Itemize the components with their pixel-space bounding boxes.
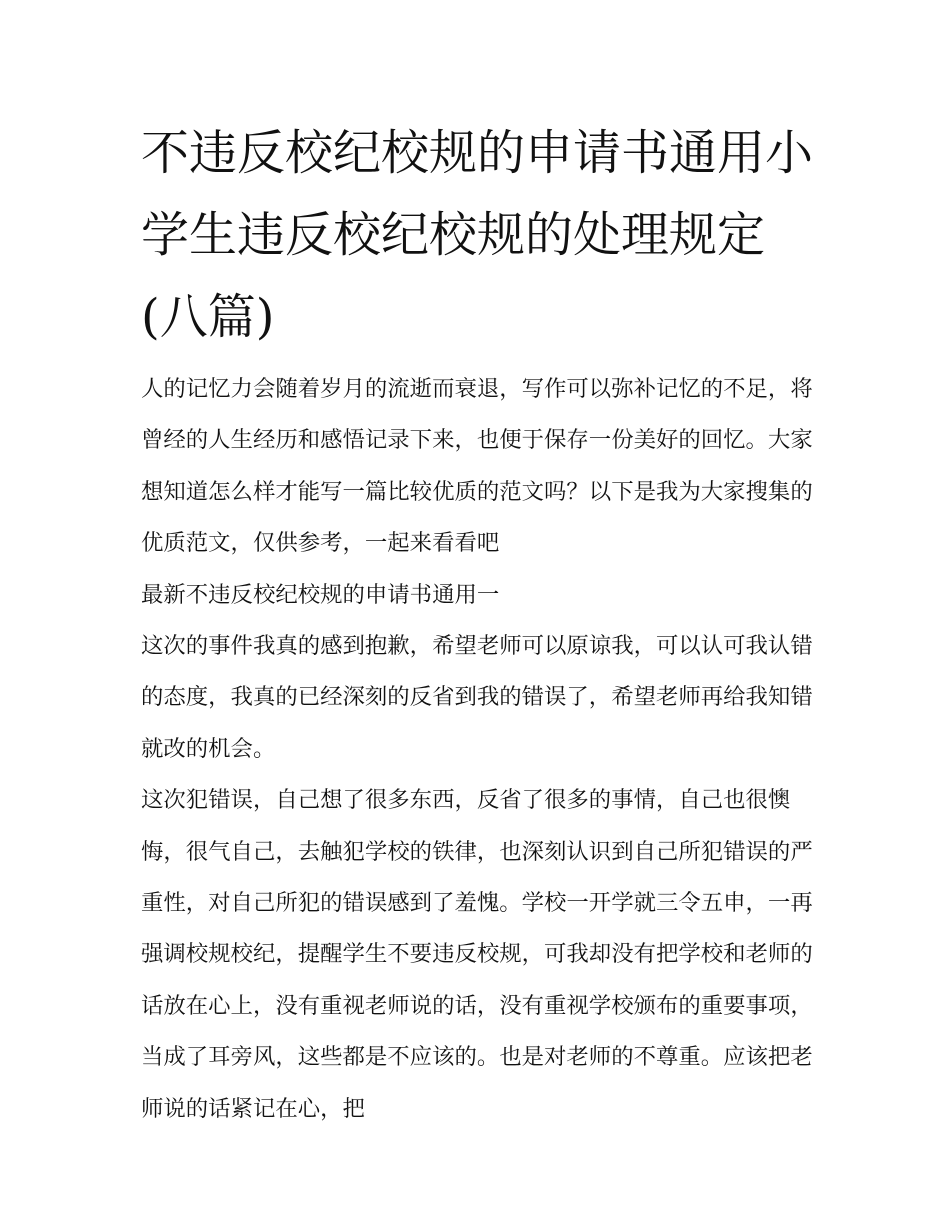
- body-paragraph-1: 这次的事件我真的感到抱歉，希望老师可以原谅我，可以认可我认错的态度，我真的已经深刻的反省到我的错误了，希望老师再给我知错就改的机会。: [141, 633, 813, 762]
- document-title: 不违反校纪校规的申请书通用小学生违反校纪校规的处理规定(八篇): [141, 125, 814, 345]
- section-heading: 最新不违反校纪校规的申请书通用一: [141, 581, 500, 608]
- document-body: [141, 112, 813, 1135]
- intro-paragraph: 人的记忆力会随着岁月的流逝而衰退，写作可以弥补记忆的不足，将曾经的人生经历和感悟记录下来，也便于保存一份美好的回忆。大家想知道怎么样才能写一篇比较优质的范文吗？以下是我为大家搜集的优质范文，仅供参考，一起来看看吧: [141, 376, 813, 557]
- body-paragraph-2: 这次犯错误，自己想了很多东西，反省了很多的事情，自己也很懊悔，很气自己，去触犯学校的铁律，也深刻认识到自己所犯错误的严重性，对自己所犯的错误感到了羞愧。学校一开学就三令五申，一再强调校规校纪，提醒学生不要违反校规，可我却没有把学校和老师的话放在心上，没有重视老师说的话，没有重视学校颁布的重要事项，当成了耳旁风，这些都是不应该的。也是对老师的不尊重。应该把老师说的话紧记在心，把: [141, 787, 813, 1122]
